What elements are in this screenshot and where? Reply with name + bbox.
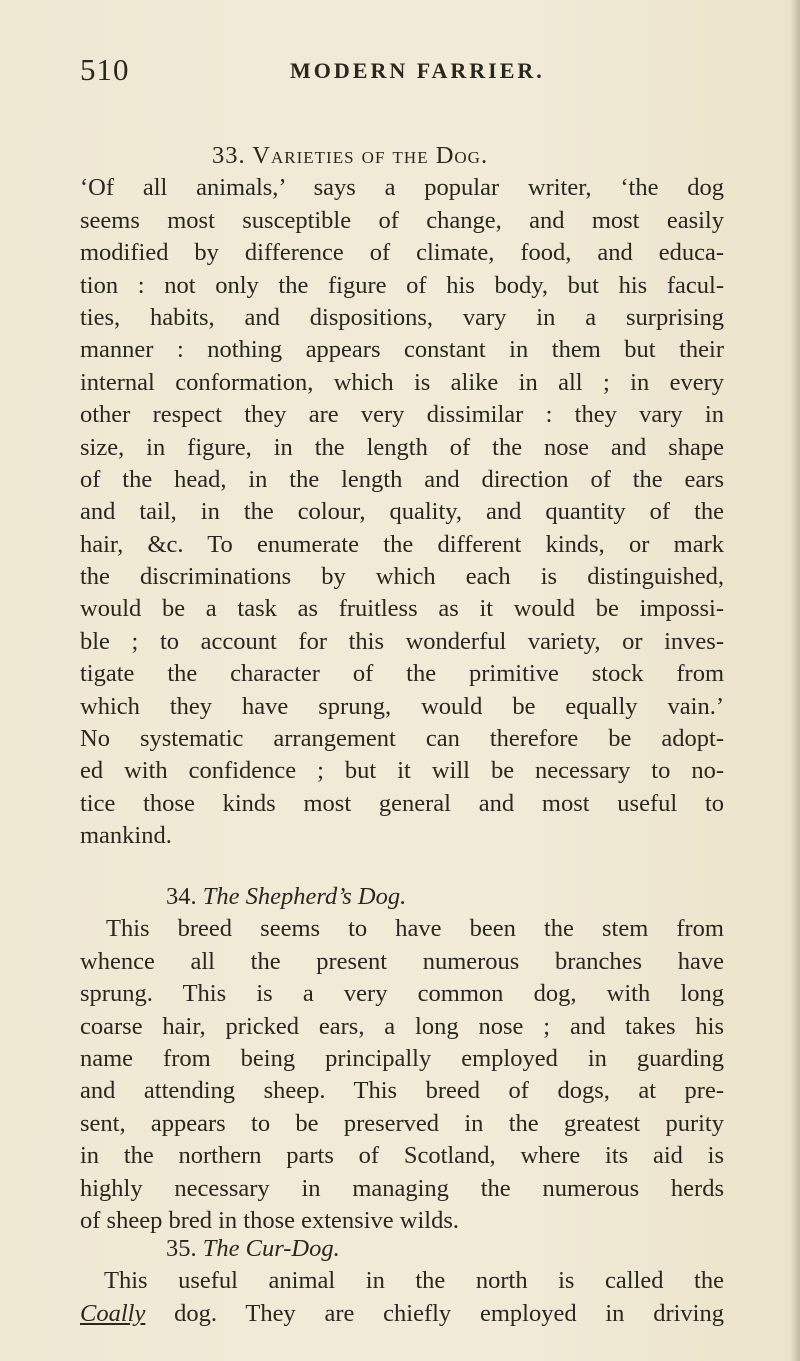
- text-line: internal conformation, which is alike in all ; in every: [80, 368, 724, 396]
- text-line: ed with confidence ; but it will be necessary to no-: [80, 757, 724, 785]
- text-line: tigate the character of the primitive stock from: [80, 660, 724, 688]
- text-line: mankind.: [80, 822, 172, 850]
- text-line: ‘Of all animals,’ says a popular writer, ‘the dog: [80, 174, 724, 202]
- text-line: would be a task as fruitless as it would be impossi-: [80, 595, 724, 623]
- text-line: the discriminations by which each is distinguished,: [80, 563, 724, 591]
- text-line: sent, appears to be preserved in the greatest purity: [80, 1109, 724, 1137]
- text-line: highly necessary in managing the numerous herds: [80, 1174, 724, 1202]
- page-header: [80, 52, 720, 92]
- text-line: in the northern parts of Scotland, where its aid is: [80, 1142, 724, 1170]
- text-line: coarse hair, pricked ears, a long nose ; and takes his: [80, 1012, 724, 1040]
- text-line: name from being principally employed in guarding: [80, 1044, 724, 1072]
- section-33: [80, 140, 724, 853]
- page-number: 510: [80, 52, 130, 87]
- text-line: [80, 1298, 724, 1330]
- section-title: The Shepherd’s Dog.: [202, 883, 407, 910]
- text-line: size, in figure, in the length of the nose and shape: [80, 433, 724, 461]
- text-line: other respect they are very dissimilar : they vary in: [80, 401, 724, 429]
- running-head: MODERN FARRIER.: [290, 58, 545, 83]
- section-heading: 33. Varieties of the Dog.: [212, 142, 489, 169]
- section-34: [80, 881, 724, 1237]
- text-line: tice those kinds most general and most useful to: [80, 789, 724, 817]
- text-line: modified by difference of climate, food, and educa-: [80, 239, 724, 267]
- page-edge-shadow: [790, 0, 800, 1361]
- text-line: hair, &c. To enumerate the different kinds, or mark: [80, 530, 724, 558]
- text-line: and tail, in the colour, quality, and quantity of the: [80, 498, 724, 526]
- text-line: ties, habits, and dispositions, vary in a surprising: [80, 303, 724, 331]
- italic-word: Coally: [80, 1299, 146, 1327]
- section-heading: [80, 1233, 724, 1265]
- text-line: tion : not only the figure of his body, but his facul-: [80, 271, 724, 299]
- text-line: which they have sprung, would be equally vain.’: [80, 692, 724, 720]
- text-line: seems most susceptible of change, and most easily: [80, 206, 724, 234]
- section-34-body: [80, 913, 724, 1237]
- section-title: The Cur-Dog.: [202, 1235, 340, 1262]
- text-line: No systematic arrangement can therefore be adopt-: [80, 725, 724, 753]
- section-heading: [80, 881, 724, 913]
- text-line: This useful animal in the north is called the: [104, 1267, 724, 1295]
- text-line: of sheep bred in those extensive wilds.: [80, 1206, 459, 1234]
- text-line: ble ; to account for this wonderful variety, or inves-: [80, 627, 724, 655]
- section-number: 34.: [166, 883, 197, 910]
- section-number: 35.: [166, 1235, 197, 1262]
- section-35: [80, 1233, 724, 1330]
- text-line: whence all the present numerous branches have: [80, 947, 724, 975]
- text-line-rest: dog. They are chiefly employed in driving: [145, 1299, 724, 1327]
- text-line: sprung. This is a very common dog, with long: [80, 980, 724, 1008]
- text-line: of the head, in the length and direction of the ears: [80, 465, 724, 493]
- text-line: and attending sheep. This breed of dogs, at pre-: [80, 1077, 724, 1105]
- text-line: manner : nothing appears constant in them but their: [80, 336, 724, 364]
- section-33-body: [80, 172, 724, 852]
- text-line: This breed seems to have been the stem from: [106, 915, 724, 943]
